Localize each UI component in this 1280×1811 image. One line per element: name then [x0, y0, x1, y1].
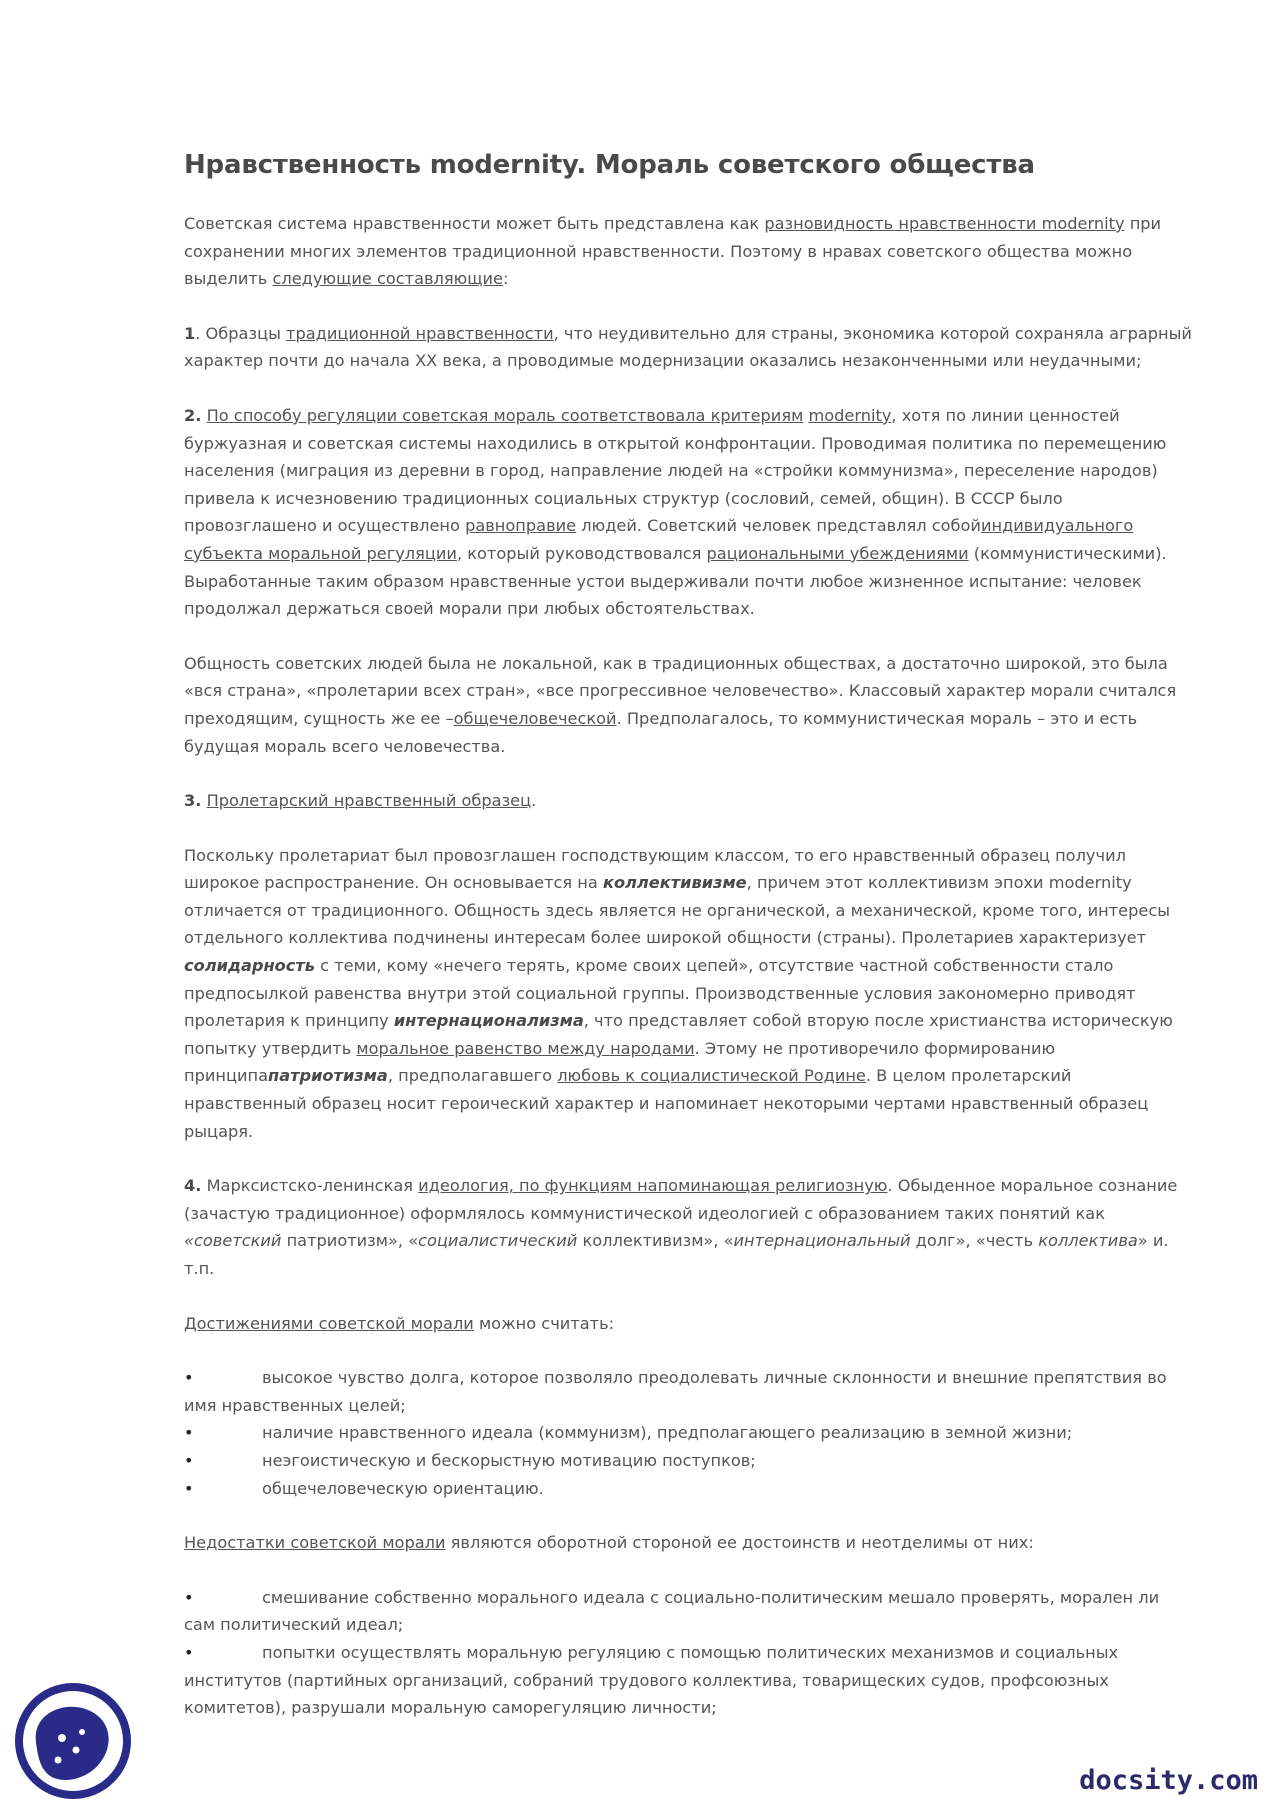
proletariat-paragraph: Поскольку пролетариат был провозглашен господствующим классом, то его нравственный образец получил широкое распространение. Он основывается на коллективизме, причем этот коллективизм эпохи modernity отличается от традиционного. Общность здесь является не органической, а механической, кроме того, интересы отдельного коллектива подчинены интересам более широкой общности (страны). Пролетариев характеризует солидарность с теми, кому «нечего терять, кроме своих цепей», отсутствие частной собственности стало предпосылкой равенства внутри этой социальной группы. Производственные условия закономерно приводят пролетария к принципу интернационализма, что представляет собой вторую после христианства историческую попытку утвердить моральное равенство между народами. Этому не противоречило формированию принципапатриотизма, предполагавшего любовь к социалистической Родине. В целом пролетарский нравственный образец носит героический характер и напоминает некоторыми чертами нравственный образец рыцаря.	[184, 845, 1173, 1141]
list-item: • неэгоистическую и бескорыстную мотивацию поступков;	[184, 1447, 1194, 1475]
intro-paragraph: Советская система нравственности может быть представлена как разновидность нравственности modernity при сохранении многих элементов традиционной нравственности. Поэтому в нравах советского общества можно выделить следующие составляющие:	[184, 214, 1162, 289]
list-item: • попытки осуществлять моральную регуляцию с помощью политических механизмов и социальных институтов (партийных организаций, собраний трудового коллектива, товарищеских судов, профсоюзных комитетов), разрушали моральную саморегуляцию личности;	[184, 1639, 1194, 1722]
docsity-brand-link[interactable]: docsity.com	[1079, 1765, 1258, 1796]
point-3-paragraph: 3. Пролетарский нравственный образец.	[184, 791, 537, 811]
bullet-icon: •	[184, 1478, 194, 1498]
achievements-list	[184, 1364, 1194, 1502]
link-proletarian-model[interactable]: Пролетарский нравственный образец	[206, 791, 532, 811]
list-item: • смешивание собственно морального идеала с социально-политическим мешало проверять, морален ли сам политический идеал;	[184, 1584, 1194, 1639]
term-solidarity: солидарность	[184, 956, 316, 976]
community-paragraph: Общность советских людей была не локальной, как в традиционных обществах, а достаточно широкой, это была «вся страна», «пролетарии всех стран», «все прогрессивное человечество». Классовый характер морали считался преходящим, сущность же ее –общечеловеческой. Предполагалось, то коммунистическая мораль – это и есть будущая мораль всего человечества.	[184, 653, 1177, 756]
term-patriotism: патриотизма	[268, 1066, 388, 1086]
list-item: • общечеловеческую ориентацию.	[184, 1475, 1194, 1503]
point-2-paragraph: 2. По способу регуляции советская мораль соответствовала критериям modernity, хотя по линии ценностей буржуазная и советская системы находились в открытой конфронтации. Проводимая политика по перемещению населения (миграция из деревни в город, направление людей на «стройки коммунизма», переселение народов) привела к исчезновению традиционных социальных структур (сословий, семей, общин). В СССР было провозглашено и осуществлено равноправие людей. Советский человек представлял собойиндивидуального субъекта моральной регуляции, который руководствовался рациональными убеждениями (коммунистическими). Выработанные таким образом нравственные устои выдерживали почти любое жизненное испытание: человек продолжал держаться своей морали при любых обстоятельствах.	[184, 405, 1167, 619]
link-variety[interactable]: разновидность нравственности modernity	[764, 214, 1125, 233]
link-universal[interactable]: общечеловеческой	[453, 708, 617, 728]
term-collectivism: коллективизме	[602, 873, 747, 893]
drawbacks-heading: Недостатки советской морали являются оборотной стороной ее достоинств и неотделимы от них:	[184, 1533, 1034, 1553]
achievements-heading: Достижениями советской морали можно считать:	[184, 1313, 615, 1333]
document-page	[184, 150, 1194, 1722]
bullet-icon: •	[184, 1423, 194, 1443]
bullet-icon: •	[184, 1450, 194, 1470]
point-4-paragraph: 4. Марксистско-ленинская идеология, по функциям напоминающая религиозную. Обыденное моральное сознание (зачастую традиционное) оформлялось коммунистической идеологией с образованием таких понятий как «советский патриотизм», «социалистический коллективизм», «интернациональный долг», «честь коллектива» и. т.п.	[184, 1176, 1178, 1278]
link-equality[interactable]: равноправие	[465, 516, 577, 536]
term-internationalism: интернационализма	[393, 1011, 584, 1031]
bullet-icon: •	[184, 1642, 194, 1662]
link-traditional-morality[interactable]: традиционной нравственности	[286, 323, 554, 343]
point-1-paragraph: 1. Образцы традиционной нравственности, что неудивительно для страны, экономика которой сохраняла аграрный характер почти до начала XX века, а проводимые модернизации оказались незаконченными или неудачными;	[184, 323, 1192, 371]
list-item: • наличие нравственного идеала (коммунизм), предполагающего реализацию в земной жизни;	[184, 1419, 1194, 1447]
link-love-motherland[interactable]: любовь к социалистической Родине	[557, 1066, 866, 1086]
bullet-icon: •	[184, 1368, 194, 1388]
link-components[interactable]: следующие составляющие	[272, 269, 503, 289]
link-drawbacks[interactable]: Недостатки советской морали	[184, 1533, 446, 1553]
link-ideology[interactable]: идеология, по функциям напоминающая религиозную	[418, 1176, 888, 1196]
drawbacks-list	[184, 1584, 1194, 1722]
bullet-icon: •	[184, 1587, 194, 1607]
docsity-logo-icon[interactable]	[12, 1680, 134, 1802]
link-individual-subject[interactable]: индивидуального субъекта моральной регуляции	[184, 516, 1134, 563]
link-regulation-criteria[interactable]: По способу регуляции советская мораль соответствовала критериям	[206, 405, 804, 425]
link-achievements[interactable]: Достижениями советской морали	[184, 1313, 474, 1333]
link-rational-beliefs[interactable]: рациональными убеждениями	[706, 543, 969, 563]
link-moral-equality[interactable]: моральное равенство между народами	[356, 1038, 695, 1058]
list-item: • высокое чувство долга, которое позволяло преодолевать личные склонности и внешние препятствия во имя нравственных целей;	[184, 1364, 1194, 1419]
link-modernity[interactable]: modernity	[808, 405, 892, 425]
page-title: Нравственность modernity. Мораль советского общества	[184, 150, 1035, 180]
